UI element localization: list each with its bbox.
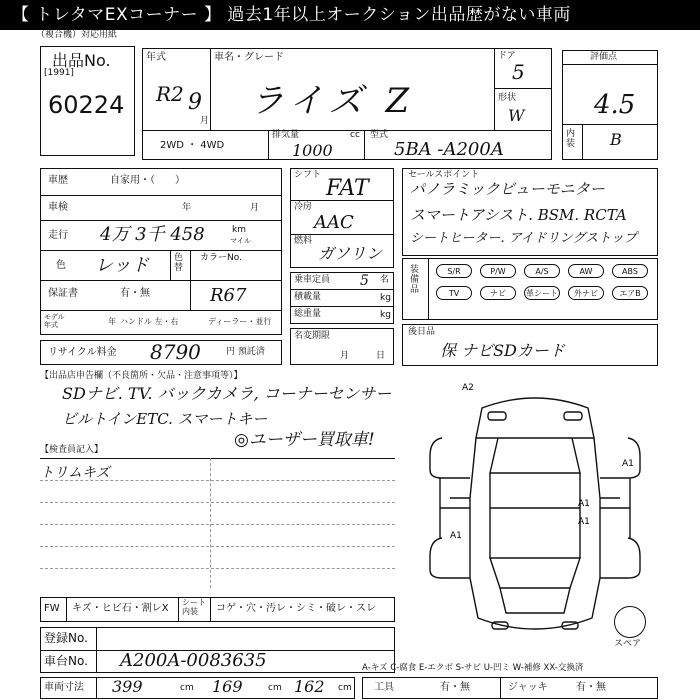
rear-value: 保 ナビSDカード <box>440 341 565 360</box>
weight-label: 総重量 <box>294 309 322 319</box>
color-value: レッド <box>95 255 149 276</box>
ac-value: AAC <box>314 212 354 233</box>
regdate-day: 日 <box>376 351 386 361</box>
load-label: 積載量 <box>294 292 322 302</box>
rear-label: 後日品 <box>408 327 436 337</box>
color-change-label: 色替 <box>174 253 184 273</box>
size-unit-3: cm <box>338 683 352 693</box>
warranty-value: 有・無 <box>120 288 150 299</box>
jack-label: ジャッキ <box>508 682 548 693</box>
history-label: 車歴 <box>48 175 68 186</box>
fw-label: FW <box>44 603 60 614</box>
equipment-item: 革シート <box>524 286 560 300</box>
year-era: R2 <box>156 82 184 106</box>
load-unit: kg <box>380 293 391 303</box>
sales-point-line-2: スマートアシスト. BSM. RCTA <box>410 206 627 224</box>
drive-label: 2WD ・ 4WD <box>160 140 225 151</box>
mileage-km: km <box>232 225 246 235</box>
equipment-item: A/S <box>524 264 560 278</box>
recycle-unit: 円 預託済 <box>226 347 265 357</box>
regdate-label: 名変期限 <box>294 331 331 341</box>
handle-value: ハンドル 左・右 <box>120 317 179 326</box>
fw-items: キズ・ヒビ石・割レX <box>72 603 169 614</box>
registration-label: 登録No. <box>44 631 88 645</box>
sales-points-label: セールスポイント <box>408 170 480 180</box>
chassis-label: 車台No. <box>44 654 88 668</box>
equipment-item: ABS <box>612 264 648 278</box>
doors-value: 5 <box>512 60 525 84</box>
spare-tire-circle <box>614 606 646 638</box>
displacement-label: 排気量 <box>272 130 300 140</box>
ac-label: 冷房 <box>294 202 313 212</box>
size-unit-1: cm <box>180 683 194 693</box>
shift-value: FAT <box>326 176 369 201</box>
equipment-item: AW <box>568 264 604 278</box>
mark-a2: A2 <box>462 383 474 393</box>
equipment-item: ナビ <box>480 286 516 300</box>
color-code-label: カラーNo. <box>200 253 242 263</box>
score-label: 評価点 <box>590 52 618 62</box>
equipment-label: 装備品 <box>410 265 420 295</box>
doors-label: ドア <box>498 51 516 61</box>
capacity-value: 5 <box>360 273 369 289</box>
dealer-value: ディーラー・並行 <box>208 317 272 326</box>
recycle-value: 8790 <box>150 340 201 364</box>
equipment-item: 外ナビ <box>568 286 604 300</box>
mark-a1-left: A1 <box>450 531 462 541</box>
size-width: 169 <box>212 677 243 696</box>
tools-value: 有・無 <box>440 682 470 693</box>
equipment-item: TV <box>436 286 472 300</box>
seat-items: コゲ・穴・汚レ・シミ・破レ・スレ <box>216 603 376 614</box>
fuel-label: 燃料 <box>294 236 313 246</box>
size-height: 162 <box>294 677 325 696</box>
regdate-month: 月 <box>340 351 350 361</box>
inspector-label: 【検査員記入】 <box>40 445 104 455</box>
equipment-item: エアB <box>612 286 648 300</box>
fuel-value: ガソリン <box>318 244 383 263</box>
spare-label: スペア <box>614 639 642 649</box>
color-code-value: R67 <box>210 285 247 306</box>
inspection-month-unit: 月 <box>250 203 260 213</box>
notes-label: 【出品店申告欄（不良箇所・欠品・注意事項等）】 <box>40 371 243 381</box>
history-value: 自家用・（ ） <box>110 175 185 186</box>
name-value: ライズ Z <box>250 81 416 121</box>
displacement-unit: cc <box>350 130 360 140</box>
inspection-label: 車検 <box>48 202 68 213</box>
color-label: 色 <box>56 260 66 271</box>
capacity-unit: 名 <box>380 275 390 285</box>
lot-title: 出品No. <box>52 51 111 70</box>
interior-label: 内装 <box>566 129 576 149</box>
header-banner: 【 トレタマEXコーナー 】 過去1年以上オークション出品歴がない車両 <box>0 0 700 30</box>
size-label: 車両寸法 <box>44 682 84 693</box>
lot-number: 60224 <box>48 91 125 119</box>
recycle-label: リサイクル料金 <box>48 347 117 358</box>
damage-legend: A-キズ C-腐食 E-エクボ S-サビ U-凹ミ W-補修 XX-交換済 <box>362 663 584 673</box>
model-value: 5BA -A200A <box>394 139 504 160</box>
shift-label: シフト <box>294 170 322 180</box>
sales-point-line-3: シートヒーター. アイドリングストップ <box>410 231 637 246</box>
chassis-value: A200A-0083635 <box>120 650 267 671</box>
mark-a1-door-1: A1 <box>578 499 590 509</box>
body-shape-label: 形状 <box>498 93 517 103</box>
inspector-value: トリムキズ <box>40 465 110 481</box>
displacement-value: 1000 <box>292 141 333 160</box>
mileage-label: 走行 <box>48 230 68 241</box>
notes-line-2: ビルトインETC. スマートキー <box>62 410 268 428</box>
size-unit-2: cm <box>268 683 282 693</box>
warranty-label: 保証書 <box>48 288 78 299</box>
year-month: 9 <box>188 90 202 115</box>
lot-code: [1991] <box>44 68 74 78</box>
mileage-mile: マイル <box>230 237 251 245</box>
mark-a1-door-2: A1 <box>578 517 590 527</box>
seat-label: シート内装 <box>182 598 206 616</box>
mileage-value: 4万 3千 458 <box>100 224 205 245</box>
equipment-item: P/W <box>480 264 516 278</box>
weight-unit: kg <box>380 310 391 320</box>
form-note: （複合機）対応用紙 <box>36 30 118 40</box>
model-year-unit: 年 <box>108 317 116 326</box>
inspection-year-unit: 年 <box>182 203 192 213</box>
year-label: 年式 <box>146 52 166 63</box>
user-note: ◎ユーザー買取車! <box>234 430 375 450</box>
capacity-label: 乗車定員 <box>294 275 331 285</box>
mark-a1-right: A1 <box>622 459 634 469</box>
tools-label: 工具 <box>374 682 394 693</box>
score-value: 4.5 <box>594 90 636 120</box>
size-length: 399 <box>112 677 143 696</box>
sales-point-line-1: パノラミックビューモニター <box>410 180 605 198</box>
notes-line-1: SDナビ. TV. バックカメラ, コーナーセンサー <box>62 384 392 403</box>
jack-value: 有・無 <box>576 682 606 693</box>
interior-value: B <box>610 130 622 149</box>
equipment-item: S/R <box>436 264 472 278</box>
model-label: 型式 <box>370 130 389 140</box>
model-year-label: モデル年式 <box>44 313 65 329</box>
year-month-unit: 月 <box>200 116 210 126</box>
body-shape-value: W <box>508 106 525 125</box>
name-label: 車名・グレード <box>214 52 284 63</box>
